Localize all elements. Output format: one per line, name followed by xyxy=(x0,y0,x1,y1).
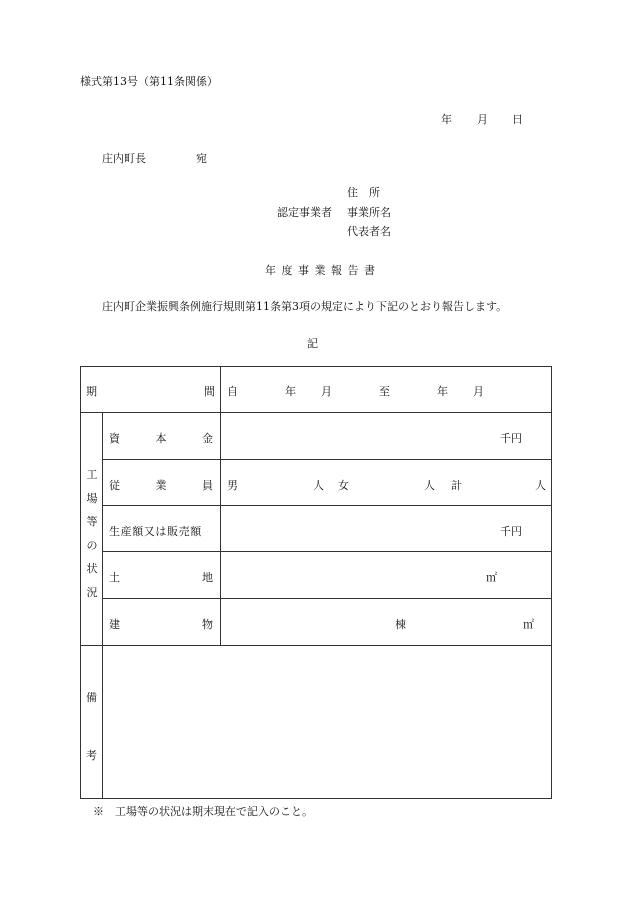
land-label: 土 地 xyxy=(109,571,213,584)
employees-label: 従 業 員 xyxy=(109,479,213,492)
period-year1: 年 xyxy=(285,385,296,398)
employees-person2: 人 xyxy=(424,479,435,492)
period-to: 至 xyxy=(379,385,390,398)
capital-unit: 千円 xyxy=(500,432,522,445)
document-title: 年 度 事 業 報 告 書 xyxy=(265,264,376,277)
date-month: 月 xyxy=(477,113,488,126)
footnote: ※ 工場等の状況は期末現在で記入のこと。 xyxy=(93,805,313,818)
applicant-rep-label: 代表者名 xyxy=(347,225,391,238)
employees-person3: 人 xyxy=(535,479,546,492)
factory-status-label: 工 場 等 の 状 況 xyxy=(86,468,98,599)
date-year: 年 xyxy=(441,113,452,126)
period-year2: 年 xyxy=(437,385,448,398)
capital-label: 資 本 金 xyxy=(109,432,213,445)
period-from: 自 xyxy=(227,385,238,398)
period-label-end: 間 xyxy=(204,385,215,398)
building-area-unit: ㎡ xyxy=(523,618,534,631)
land-unit: ㎡ xyxy=(486,571,497,584)
production-unit: 千円 xyxy=(500,525,522,538)
date-day: 日 xyxy=(512,113,523,126)
addressee-suffix: 宛 xyxy=(196,152,207,165)
production-label: 生産額又は販売額 xyxy=(109,525,202,538)
remarks-label-2: 考 xyxy=(86,749,97,762)
period-month2: 月 xyxy=(473,385,484,398)
employees-female: 女 xyxy=(338,479,349,492)
addressee-name: 庄内町長 xyxy=(102,152,146,165)
applicant-office-label: 事業所名 xyxy=(347,206,391,219)
body-text: 庄内町企業振興条例施行規則第11条第3項の規定により下記のとおり報告します。 xyxy=(102,300,508,313)
employees-person1: 人 xyxy=(313,479,324,492)
applicant-address-label: 住 所 xyxy=(347,186,380,199)
employees-total: 計 xyxy=(451,479,462,492)
employees-male: 男 xyxy=(227,479,238,492)
form-number: 様式第13号（第11条関係） xyxy=(80,75,218,88)
period-label-start: 期 xyxy=(86,385,97,398)
building-label: 建 物 xyxy=(109,618,213,631)
building-count-unit: 棟 xyxy=(395,618,406,631)
ki-mark: 記 xyxy=(307,337,318,350)
period-month1: 月 xyxy=(321,385,332,398)
remarks-label-1: 備 xyxy=(86,691,97,704)
applicant-role-label: 認定事業者 xyxy=(277,206,332,219)
